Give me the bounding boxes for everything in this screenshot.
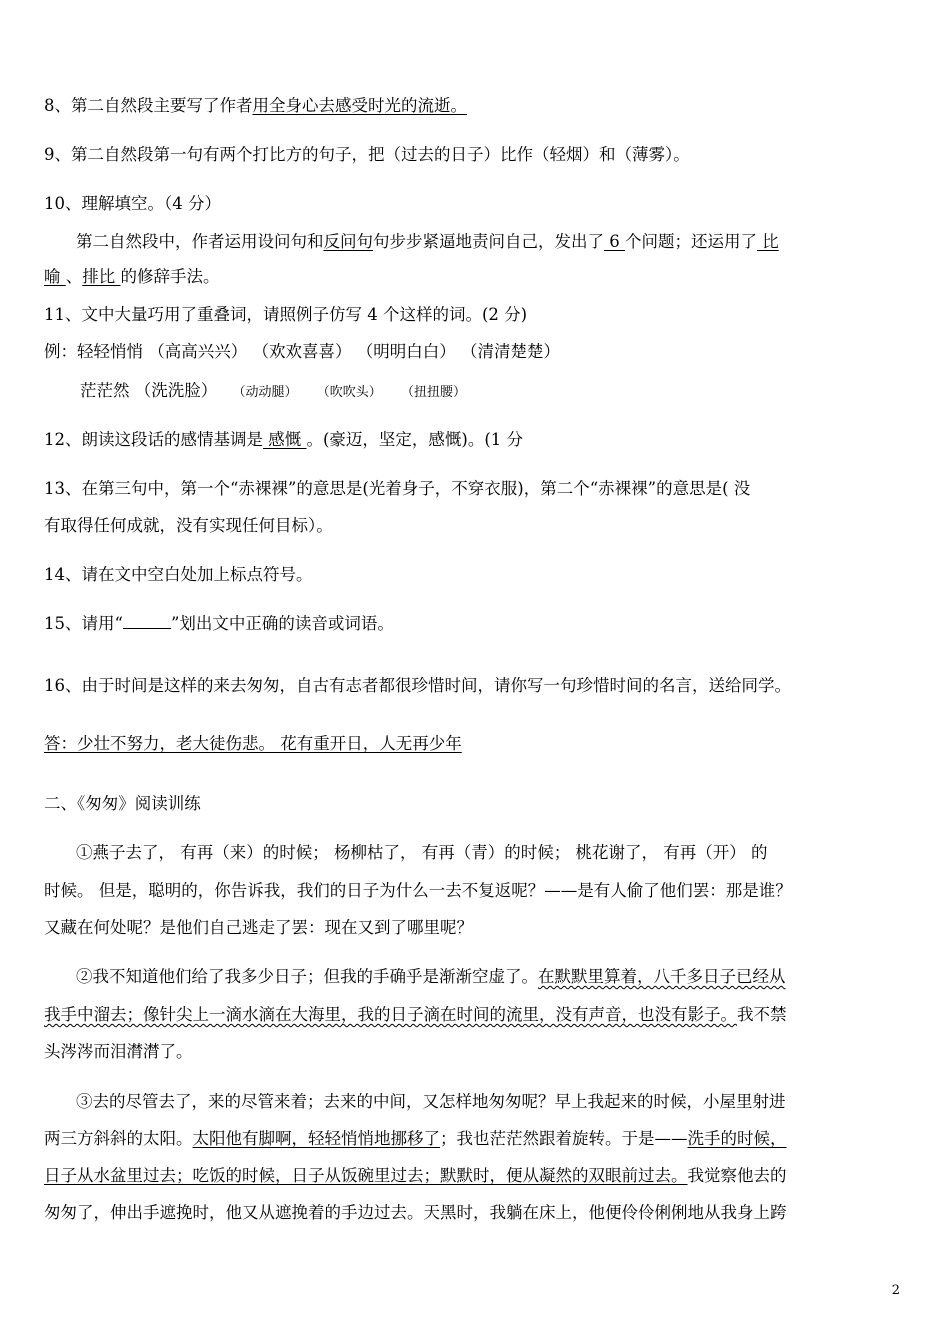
underlined-phrase: 洗手的时候，	[687, 1129, 787, 1148]
answer-10-4: 排比	[82, 267, 121, 286]
answer-8: 用全身心去感受时光的流逝。	[252, 96, 467, 115]
question-9: 9、第二自然段第一句有两个打比方的句子，把（过去的日子）比作（轻烟）和（薄雾）。	[44, 145, 690, 164]
wavy-line-sample	[123, 614, 171, 629]
question-8: 8、第二自然段主要写了作者用全身心去感受时光的流逝。	[44, 96, 467, 115]
question-12: 12、朗读这段话的感情基调是 感慨 。(豪迈，坚定，感慨)。(1 分	[44, 430, 524, 449]
paragraph-1-line1: ①燕子去了， 有再（来）的时候； 杨柳枯了， 有再（青）的时候； 桃花谢了， 有再（开） 的	[76, 843, 768, 862]
paragraph-3-line2: 两三方斜斜的太阳。太阳他有脚啊，轻轻悄悄地挪移了；我也茫茫然跟着旋转。于是——洗手的时候，	[44, 1129, 787, 1148]
wavy-underline: 在默默里算着，八千多日子已经从	[538, 967, 786, 986]
question-13-line1: 13、在第三句中，第一个“赤裸裸”的意思是(光着身子，不穿衣服)，第二个“赤裸裸”的意思是( 没	[44, 479, 751, 498]
question-11-example-2: 茫茫然 （洗洗脸） （动动腿） （吹吹头） （扭扭腰）	[80, 381, 467, 400]
paragraph-2-line3: 头涔涔而泪潸潸了。	[44, 1042, 193, 1061]
paragraph-2-line2: 我手中溜去；像针尖上一滴水滴在大海里，我的日子滴在时间的流里，没有声音，也没有影子。我不禁	[44, 1005, 787, 1024]
page-number: 2	[891, 1283, 900, 1298]
question-14: 14、请在文中空白处加上标点符号。	[44, 565, 313, 584]
question-11-example-1: 例：轻轻悄悄 （高高兴兴） （欢欢喜喜） （明明白白） （清清楚楚）	[44, 342, 560, 361]
question-15: 15、请用“ ”划出文中正确的读音或词语。	[44, 614, 394, 633]
question-10-line2: 喻 、排比 的修辞手法。	[44, 267, 220, 286]
wavy-underline: 我手中溜去；像针尖上一滴水滴在大海里，我的日子滴在时间的流里，没有声音，也没有影子。	[44, 1005, 737, 1024]
answer-12: 感慨	[263, 430, 307, 449]
question-11-title: 11、文中大量巧用了重叠词，请照例子仿写 4 个这样的词。(2 分)	[44, 305, 528, 324]
paragraph-1-line3: 又藏在何处呢？是他们自己逃走了罢：现在又到了哪里呢？	[44, 918, 473, 937]
section-2-title: 二、《匆匆》阅读训练	[44, 794, 201, 813]
answer-10-1: 反问句	[323, 232, 373, 251]
question-10-line1: 第二自然段中，作者运用设问句和反问句句步步紧逼地责问自己，发出了 6 个问题；还运用了 比	[76, 232, 779, 251]
question-10-title: 10、理解填空。（4 分）	[44, 194, 221, 213]
paragraph-3-line3: 日子从水盆里过去；吃饭的时候，日子从饭碗里过去；默默时，便从凝然的双眼前过去。我觉察他去的	[44, 1166, 787, 1185]
paragraph-3-line1: ③去的尽管去了，来的尽管来着；去来的中间，又怎样地匆匆呢？早上我起来的时候，小屋里射进	[76, 1092, 786, 1111]
question-16: 16、由于时间是这样的来去匆匆，自古有志者都很珍惜时间，请你写一句珍惜时间的名言，送给同学。	[44, 676, 791, 695]
paragraph-2-line1: ②我不知道他们给了我多少日子；但我的手确乎是渐渐空虚了。在默默里算着，八千多日子已经从	[76, 967, 786, 986]
answer-10-3a: 比	[757, 232, 779, 251]
question-13-line2: 有取得任何成就，没有实现任何目标）。	[44, 516, 333, 535]
underlined-phrase: 日子从水盆里过去；吃饭的时候，日子从饭碗里过去；默默时，便从凝然的双眼前过去。	[44, 1166, 688, 1185]
paragraph-3-line4: 匆匆了，伸出手遮挽时，他又从遮挽着的手边过去。天黑时，我躺在床上，他便伶伶俐俐地从我身上跨	[44, 1203, 787, 1222]
answer-10-2: 6	[604, 232, 625, 251]
underlined-phrase: 太阳他有脚啊，轻轻悄悄地挪移了	[192, 1129, 440, 1148]
answer-16: 答：少壮不努力，老大徒伤悲。 花有重开日，人无再少年	[44, 734, 462, 753]
answer-10-3b: 喻	[44, 267, 66, 286]
paragraph-1-line2: 时候。 但是，聪明的，你告诉我，我们的日子为什么一去不复返呢？——是有人偷了他们罢：那是谁？	[44, 881, 792, 900]
